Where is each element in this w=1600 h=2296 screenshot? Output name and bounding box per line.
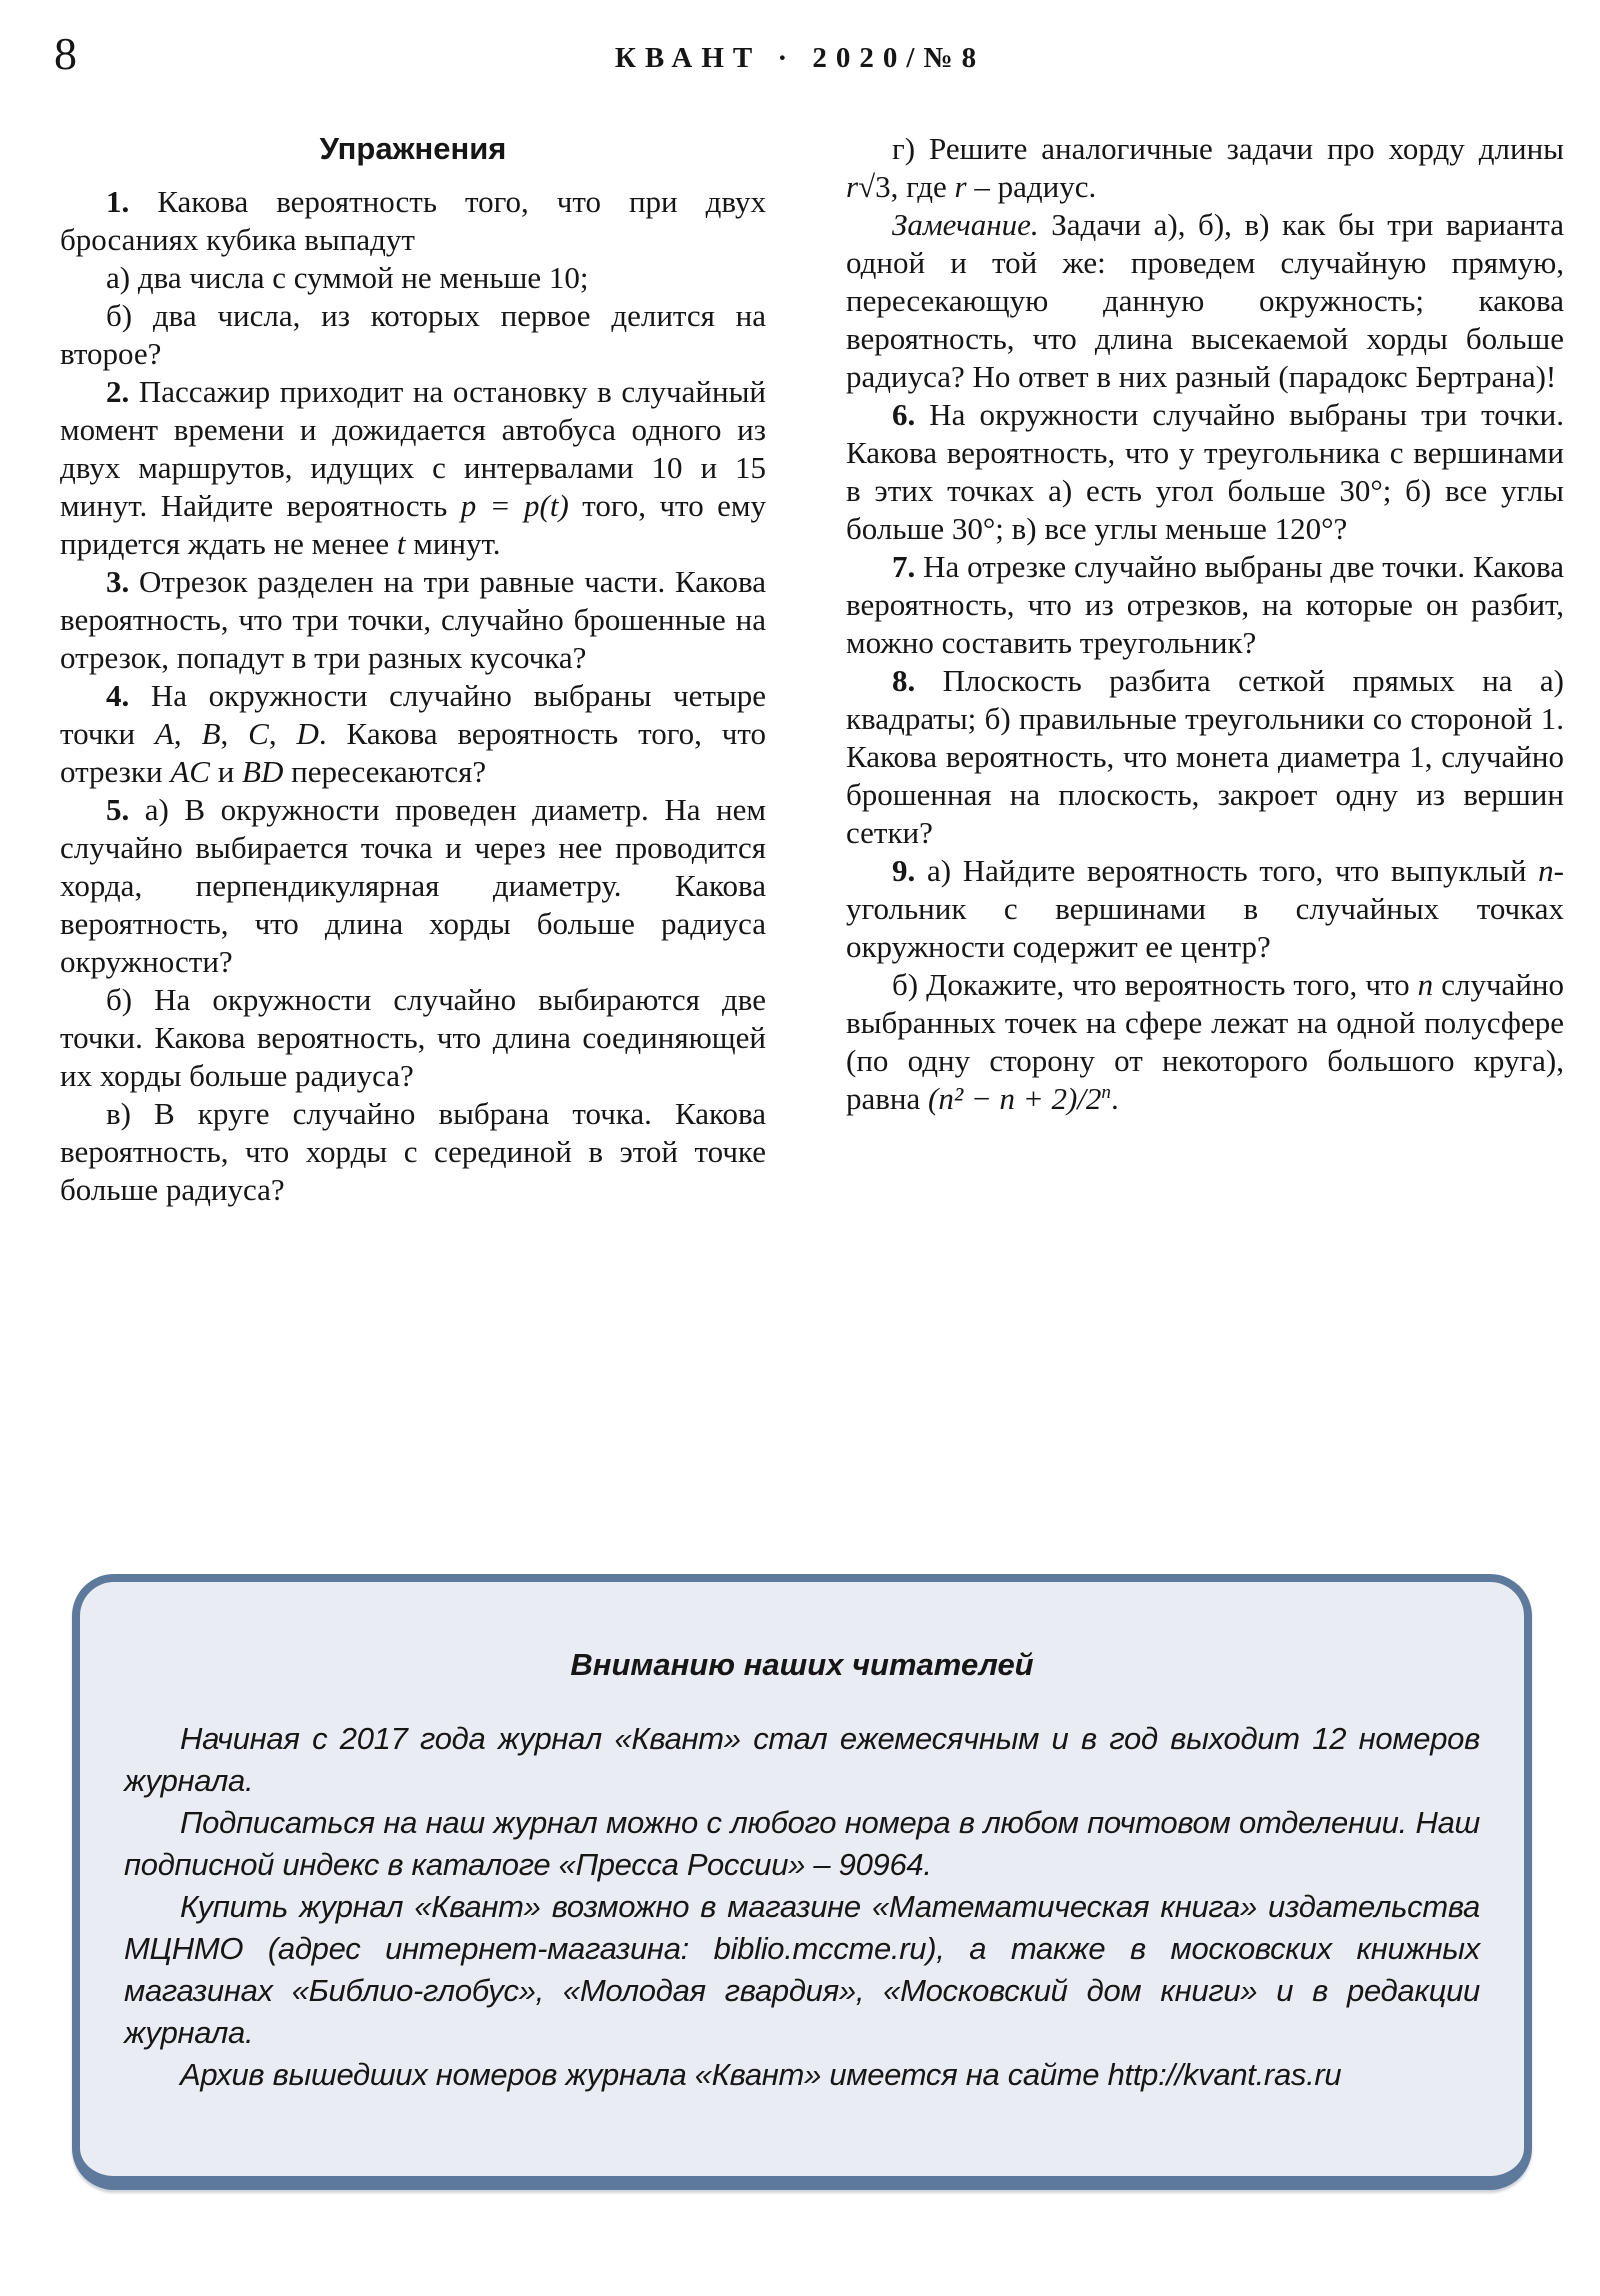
text-segment: пересекаются? <box>283 754 487 789</box>
text-segment: r <box>954 169 967 204</box>
paragraph <box>60 791 766 981</box>
text-segment: б) Докажите, что вероятность того, что <box>892 967 1418 1002</box>
right-column-paragraphs <box>846 130 1564 1118</box>
journal-header: КВАНТ · 2020/№8 <box>614 42 986 74</box>
superscript-segment: n <box>1101 1082 1112 1104</box>
text-segment: а) Найдите вероятность того, что выпуклый <box>915 853 1539 888</box>
text-segment: г) Решите аналогичные задачи про хорду длины <box>892 131 1564 166</box>
paragraph <box>60 183 766 259</box>
paragraph <box>60 677 766 791</box>
left-column-paragraphs <box>60 183 766 1209</box>
text-segment: того, что ему придется ждать не менее <box>60 488 767 561</box>
text-segment: 7. <box>892 549 916 584</box>
text-segment: . <box>1111 1081 1119 1116</box>
text-segment: A <box>154 716 174 751</box>
text-segment: r <box>846 169 859 204</box>
text-segment: 1. <box>106 184 130 219</box>
text-segment: в) В круге случайно выбрана точка. Какова вероятность, что хорды с серединой в этой точке больше радиуса? <box>60 1096 766 1207</box>
text-segment: Подписаться на наш журнал можно с любого номера в любом почтовом отделении. Наш подписной индекс в каталоге «Пресса России» – 90964. <box>124 1805 1480 1882</box>
text-segment: , <box>173 716 202 751</box>
text-segment: б) На окружности случайно выбираются две точки. Какова вероятность, что длина соединяющей их хорды больше радиуса? <box>60 982 766 1093</box>
paragraph <box>846 852 1564 966</box>
paragraph <box>60 297 766 373</box>
text-segment: минут. <box>405 526 501 561</box>
text-segment: Купить журнал «Квант» возможно в магазине «Математическая книга» издательства МЦНМО (адрес интернет-магазина: biblio.mccme.ru), а также в московских книжных магазинах «Библио-глобус», «Молодая гвардия», «Московский дом книги» и в редакции журнала. <box>124 1889 1480 2050</box>
text-segment: 3. <box>106 564 130 599</box>
text-segment: t <box>396 526 406 561</box>
text-segment: На окружности случайно выбраны четыре точки <box>60 678 766 751</box>
text-segment: 9. <box>892 853 916 888</box>
paragraph <box>124 1802 1480 1886</box>
text-segment: Архив вышедших номеров журнала «Квант» имеется на сайте http://kvant.ras.ru <box>180 2057 1342 2092</box>
text-segment: -угольник с вершинами в случайных точках окружности содержит ее центр? <box>846 853 1564 964</box>
text-segment: BD <box>242 754 284 789</box>
paragraph <box>60 981 766 1095</box>
paragraph <box>846 662 1564 852</box>
paragraph <box>124 1886 1480 2054</box>
text-segment: – радиус. <box>966 169 1097 204</box>
text-segment: n <box>1538 853 1554 888</box>
text-segment: а) В окружности проведен диаметр. На нем случайно выбирается точка и через нее проводится хорда, перпендикулярная диаметру. Какова вероятность, что длина хорды больше радиуса окружности? <box>60 792 766 979</box>
text-segment: Начиная с 2017 года журнал «Квант» стал ежемесячным и в год выходит 12 номеров журнала. <box>124 1721 1480 1798</box>
text-segment: На отрезке случайно выбраны две точки. Какова вероятность, что из отрезков, на которые он разбит, можно составить треугольник? <box>846 549 1564 660</box>
text-segment: p = p(t) <box>460 488 569 523</box>
text-segment: Задачи а), б), в) как бы три варианта одной и той же: проведем случайную прямую, пересекающую данную окружность; какова вероятность, что длина высекаемой хорды больше радиуса? Но ответ в них разный (парадокс Бертрана)! <box>846 207 1564 394</box>
notice-box-paragraphs <box>124 1718 1480 2096</box>
left-column <box>60 130 766 1209</box>
paragraph <box>846 966 1564 1118</box>
text-segment: а) два числа с суммой не меньше 10; <box>106 260 589 295</box>
text-segment: Замечание. <box>892 207 1039 242</box>
text-segment: AC <box>170 754 210 789</box>
paragraph <box>60 373 766 563</box>
text-segment: √3, где <box>858 169 955 204</box>
text-segment: На окружности случайно выбраны три точки. Какова вероятность, что у треугольника с вершинами в этих точках а) есть угол больше 30°; б) все углы больше 30°; в) все углы меньше 120°? <box>846 397 1564 546</box>
text-segment: Плоскость разбита сеткой прямых на а) квадраты; б) правильные треугольники со стороной 1. Какова вероятность, что монета диаметра 1, случайно брошенная на плоскость, закроет одну из вершин сетки? <box>846 663 1564 850</box>
paragraph <box>846 130 1564 206</box>
text-segment: , <box>268 716 297 751</box>
notice-box-title: Вниманию наших читателей <box>570 1647 1034 1682</box>
paragraph <box>60 1095 766 1209</box>
paragraph <box>60 563 766 677</box>
paragraph <box>846 396 1564 548</box>
text-segment: 6. <box>892 397 916 432</box>
paragraph <box>124 1718 1480 1802</box>
paragraph <box>846 206 1564 396</box>
text-segment: (n² − n + 2)/2 <box>928 1081 1102 1116</box>
text-segment: случайно выбранных точек на сфере лежат на одной полусфере (по одну сторону от некоторого большого круга), равна <box>846 967 1564 1116</box>
notice-box <box>72 1574 1532 2190</box>
text-segment: Какова вероятность того, что при двух бросаниях кубика выпадут <box>60 184 766 257</box>
paragraph <box>124 2054 1480 2096</box>
text-segment: 4. <box>106 678 130 713</box>
text-segment: 5. <box>106 792 130 827</box>
text-segment: Отрезок разделен на три равные части. Какова вероятность, что три точки, случайно брошенные на отрезок, попадут в три разных кусочка? <box>60 564 766 675</box>
exercises-heading: Упражнения <box>319 131 507 166</box>
text-segment: B <box>201 716 221 751</box>
text-segment: n <box>1417 967 1434 1002</box>
text-segment: , <box>220 716 249 751</box>
text-segment: б) два числа, из которых первое делится на второе? <box>60 298 766 371</box>
page-number: 8 <box>54 28 77 79</box>
text-segment: и <box>209 754 243 789</box>
text-segment: 2. <box>106 374 130 409</box>
text-segment: . Какова вероятность того, что отрезки <box>60 716 767 789</box>
text-segment: 8. <box>892 663 916 698</box>
text-segment: D <box>296 716 319 751</box>
paragraph <box>60 259 766 297</box>
right-column <box>846 130 1564 1118</box>
paragraph <box>846 548 1564 662</box>
text-segment: C <box>248 716 269 751</box>
text-segment: Пассажир приходит на остановку в случайный момент времени и дожидается автобуса одного из двух маршрутов, идущих с интервалами 10 и 15 минут. Найдите вероятность <box>60 374 766 523</box>
